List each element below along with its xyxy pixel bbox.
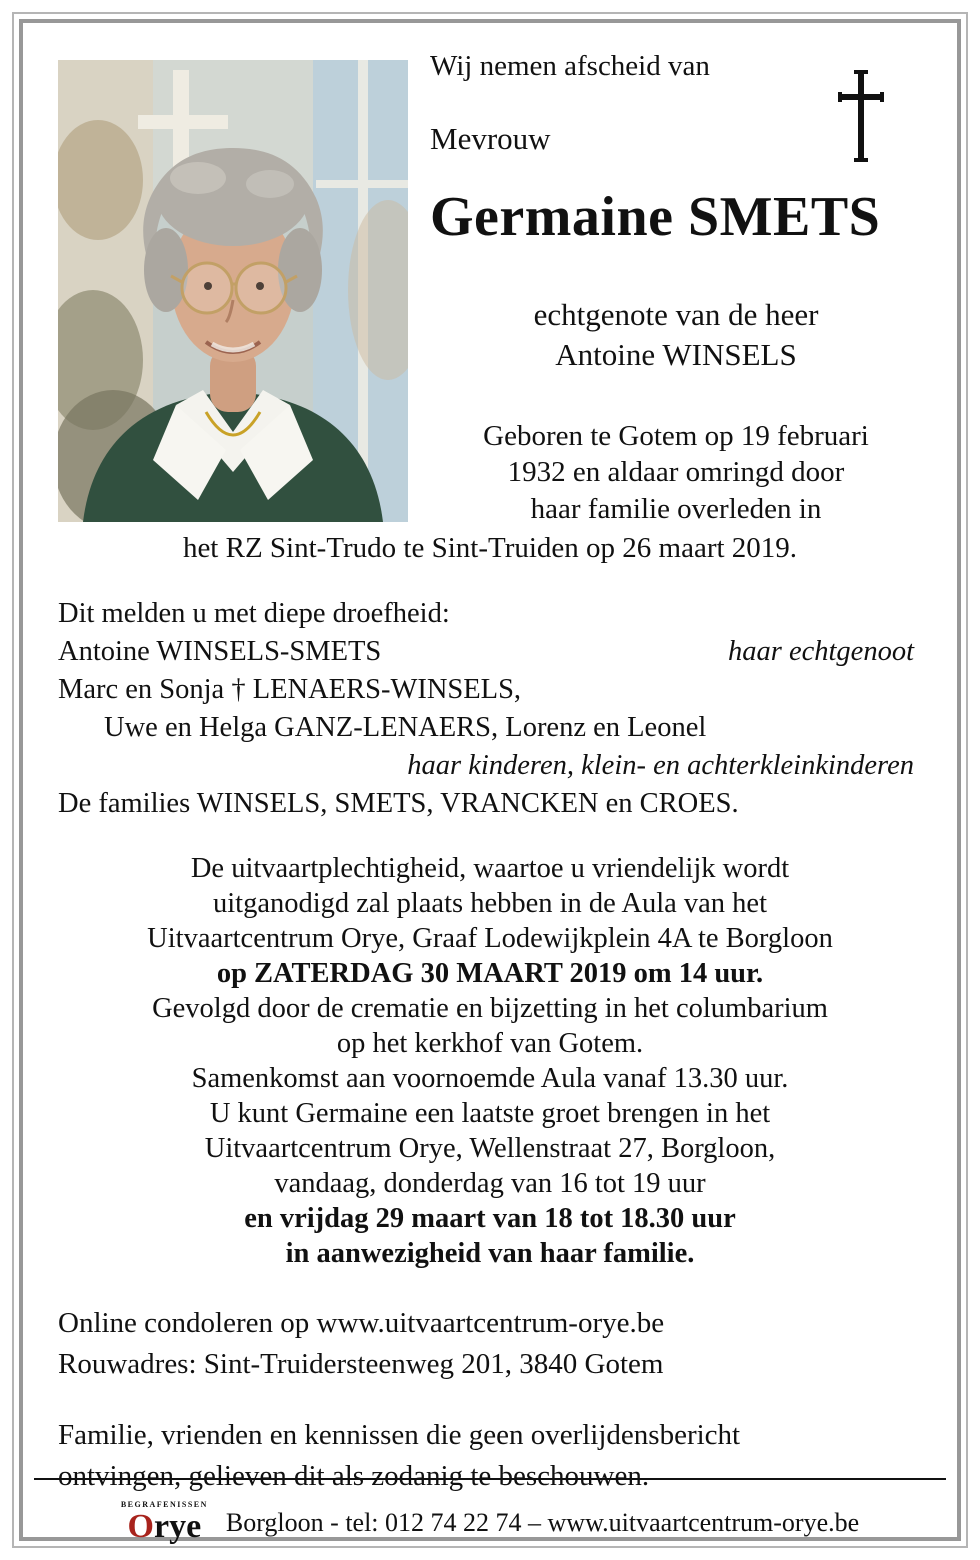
birth-death-block	[430, 418, 922, 528]
mourning-address-line: Rouwadres: Sint-Truidersteenweg 201, 3840 Gotem	[58, 1348, 664, 1380]
ceremony-line: De uitvaartplechtigheid, waartoe u vriendelijk wordt	[190, 853, 790, 884]
spouse-line-1: echtgenote van de heer	[533, 297, 819, 332]
spouse-block	[430, 295, 922, 376]
intro-line: Wij nemen afscheid van	[430, 50, 710, 82]
family-section	[58, 595, 922, 823]
notice-line-2: ontvingen, gelieven dit als zodanig te beschouwen.	[58, 1460, 650, 1492]
orye-logo	[121, 1501, 208, 1544]
online-condolence-line: Online condoleren op www.uitvaartcentrum-orye.be	[58, 1307, 665, 1339]
family-intro: Dit melden u met diepe droefheid:	[58, 598, 450, 629]
ceremony-line: Uitvaartcentrum Orye, Wellenstraat 27, Borgloon,	[204, 1133, 776, 1164]
notice-line-1: Familie, vrienden en kennissen die geen overlijdensbericht	[58, 1419, 741, 1451]
husband-row	[58, 633, 922, 671]
top-section	[58, 50, 922, 528]
ceremony-line: op het kerkhof van Gotem.	[336, 1028, 644, 1059]
footer	[0, 1501, 980, 1544]
card-content	[30, 30, 950, 1530]
ceremony-line: vandaag, donderdag van 16 tot 19 uur	[274, 1168, 706, 1199]
footer-contact: Borgloon - tel: 012 74 22 74 – www.uitvaartcentrum-orye.be	[225, 1507, 860, 1537]
children-line-1: Marc en Sonja † LENAERS-WINSELS,	[58, 674, 522, 705]
condolence-section	[58, 1303, 922, 1385]
birth-line-3: haar familie overleden in	[530, 492, 822, 525]
children-role: haar kinderen, klein- en achterkleinkinderen	[407, 750, 914, 781]
visiting-time-line: en vrijdag 29 maart van 18 tot 18.30 uur	[244, 1203, 736, 1234]
ceremony-line: U kunt Germaine een laatste groet brengen in het	[209, 1098, 771, 1129]
logo-tagline: BEGRAFENISSEN	[120, 1500, 208, 1509]
ceremony-section	[58, 851, 922, 1271]
footer-divider	[34, 1478, 946, 1480]
family-presence-line: in aanwezigheid van haar familie.	[285, 1238, 695, 1269]
portrait-photo-illustration	[58, 60, 408, 522]
ceremony-line: uitganodigd zal plaats hebben in de Aula van het	[212, 888, 767, 919]
husband-name: Antoine WINSELS-SMETS	[58, 636, 382, 667]
birth-line-2: 1932 en aldaar omringd door	[507, 456, 845, 489]
ceremony-line: Samenkomst aan voornoemde Aula vanaf 13.30 uur.	[191, 1063, 789, 1094]
ceremony-line: Uitvaartcentrum Orye, Graaf Lodewijkplein 4A te Borgloon	[147, 923, 833, 954]
portrait-photo	[58, 60, 408, 522]
logo-name: Orye	[127, 1508, 202, 1545]
ceremony-date-line: op ZATERDAG 30 MAART 2019 om 14 uur.	[216, 958, 764, 989]
cross-icon	[830, 68, 892, 164]
ceremony-line: Gevolgd door de crematie en bijzetting in het columbarium	[152, 993, 828, 1024]
spouse-line-2: Antoine WINSELS	[555, 337, 797, 373]
birth-line-1: Geboren te Gotem op 19 februari	[483, 419, 869, 452]
salutation: Mevrouw	[430, 121, 551, 156]
deceased-name: Germaine SMETS	[430, 186, 881, 248]
death-place-line: het RZ Sint-Trudo te Sint-Truiden op 26 maart 2019.	[182, 532, 798, 564]
notice-section	[58, 1415, 922, 1497]
families-line: De families WINSELS, SMETS, VRANCKEN en CROES.	[58, 788, 739, 819]
children-line-2: Uwe en Helga GANZ-LENAERS, Lorenz en Leonel	[104, 712, 707, 743]
husband-role: haar echtgenoot	[727, 636, 914, 667]
